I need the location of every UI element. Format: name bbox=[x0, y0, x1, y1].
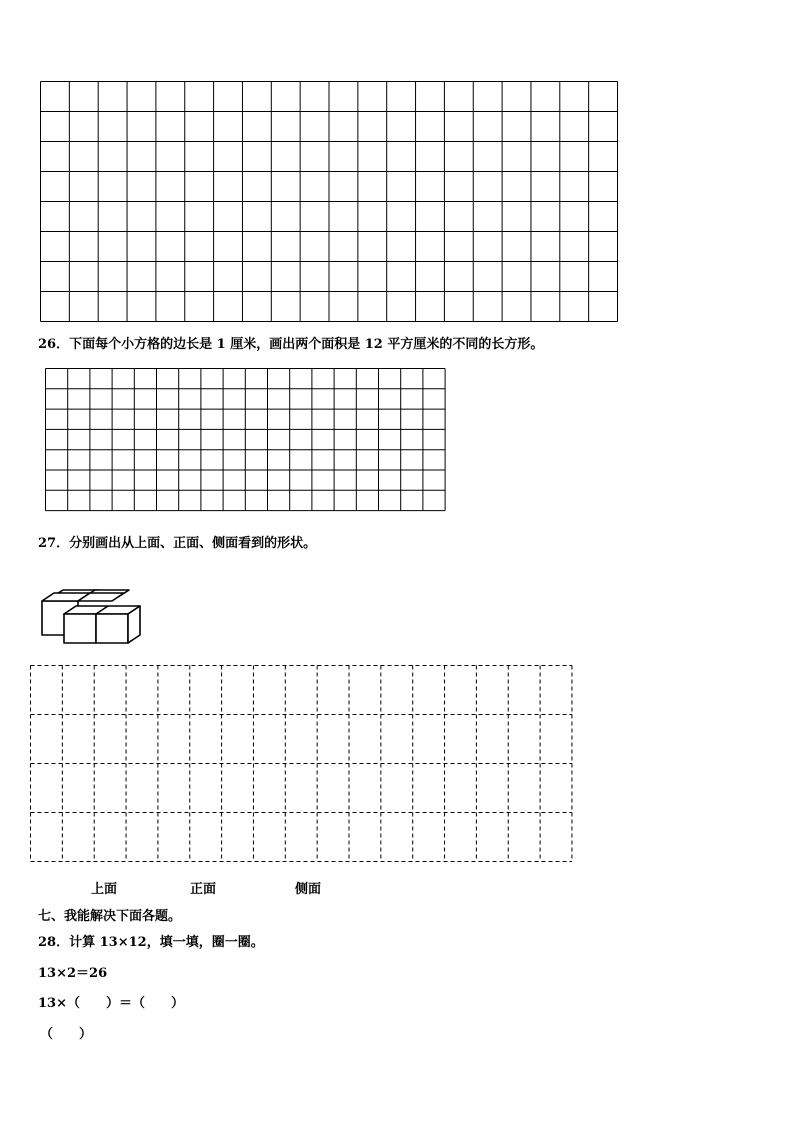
q28-line-3: （ ） bbox=[40, 1027, 93, 1042]
label-top-view: 上面 bbox=[91, 882, 118, 897]
q28-line-2: 13×（ ）＝（ ） bbox=[38, 996, 184, 1011]
label-side-view: 侧面 bbox=[295, 882, 322, 897]
question-27: 27．分别画出从上面、正面、侧面看到的形状。 bbox=[38, 536, 317, 551]
question-28: 28．计算 13×12，填一填，圈一圈。 bbox=[38, 935, 264, 950]
label-front-view: 正面 bbox=[190, 882, 217, 897]
question-26: 26．下面每个小方格的边长是 1 厘米，画出两个面积是 12 平方厘米的不同的长方形。 bbox=[38, 337, 544, 352]
q28-line-1: 13×2＝26 bbox=[38, 966, 108, 981]
section-7-title: 七、我能解决下面各题。 bbox=[38, 909, 182, 924]
